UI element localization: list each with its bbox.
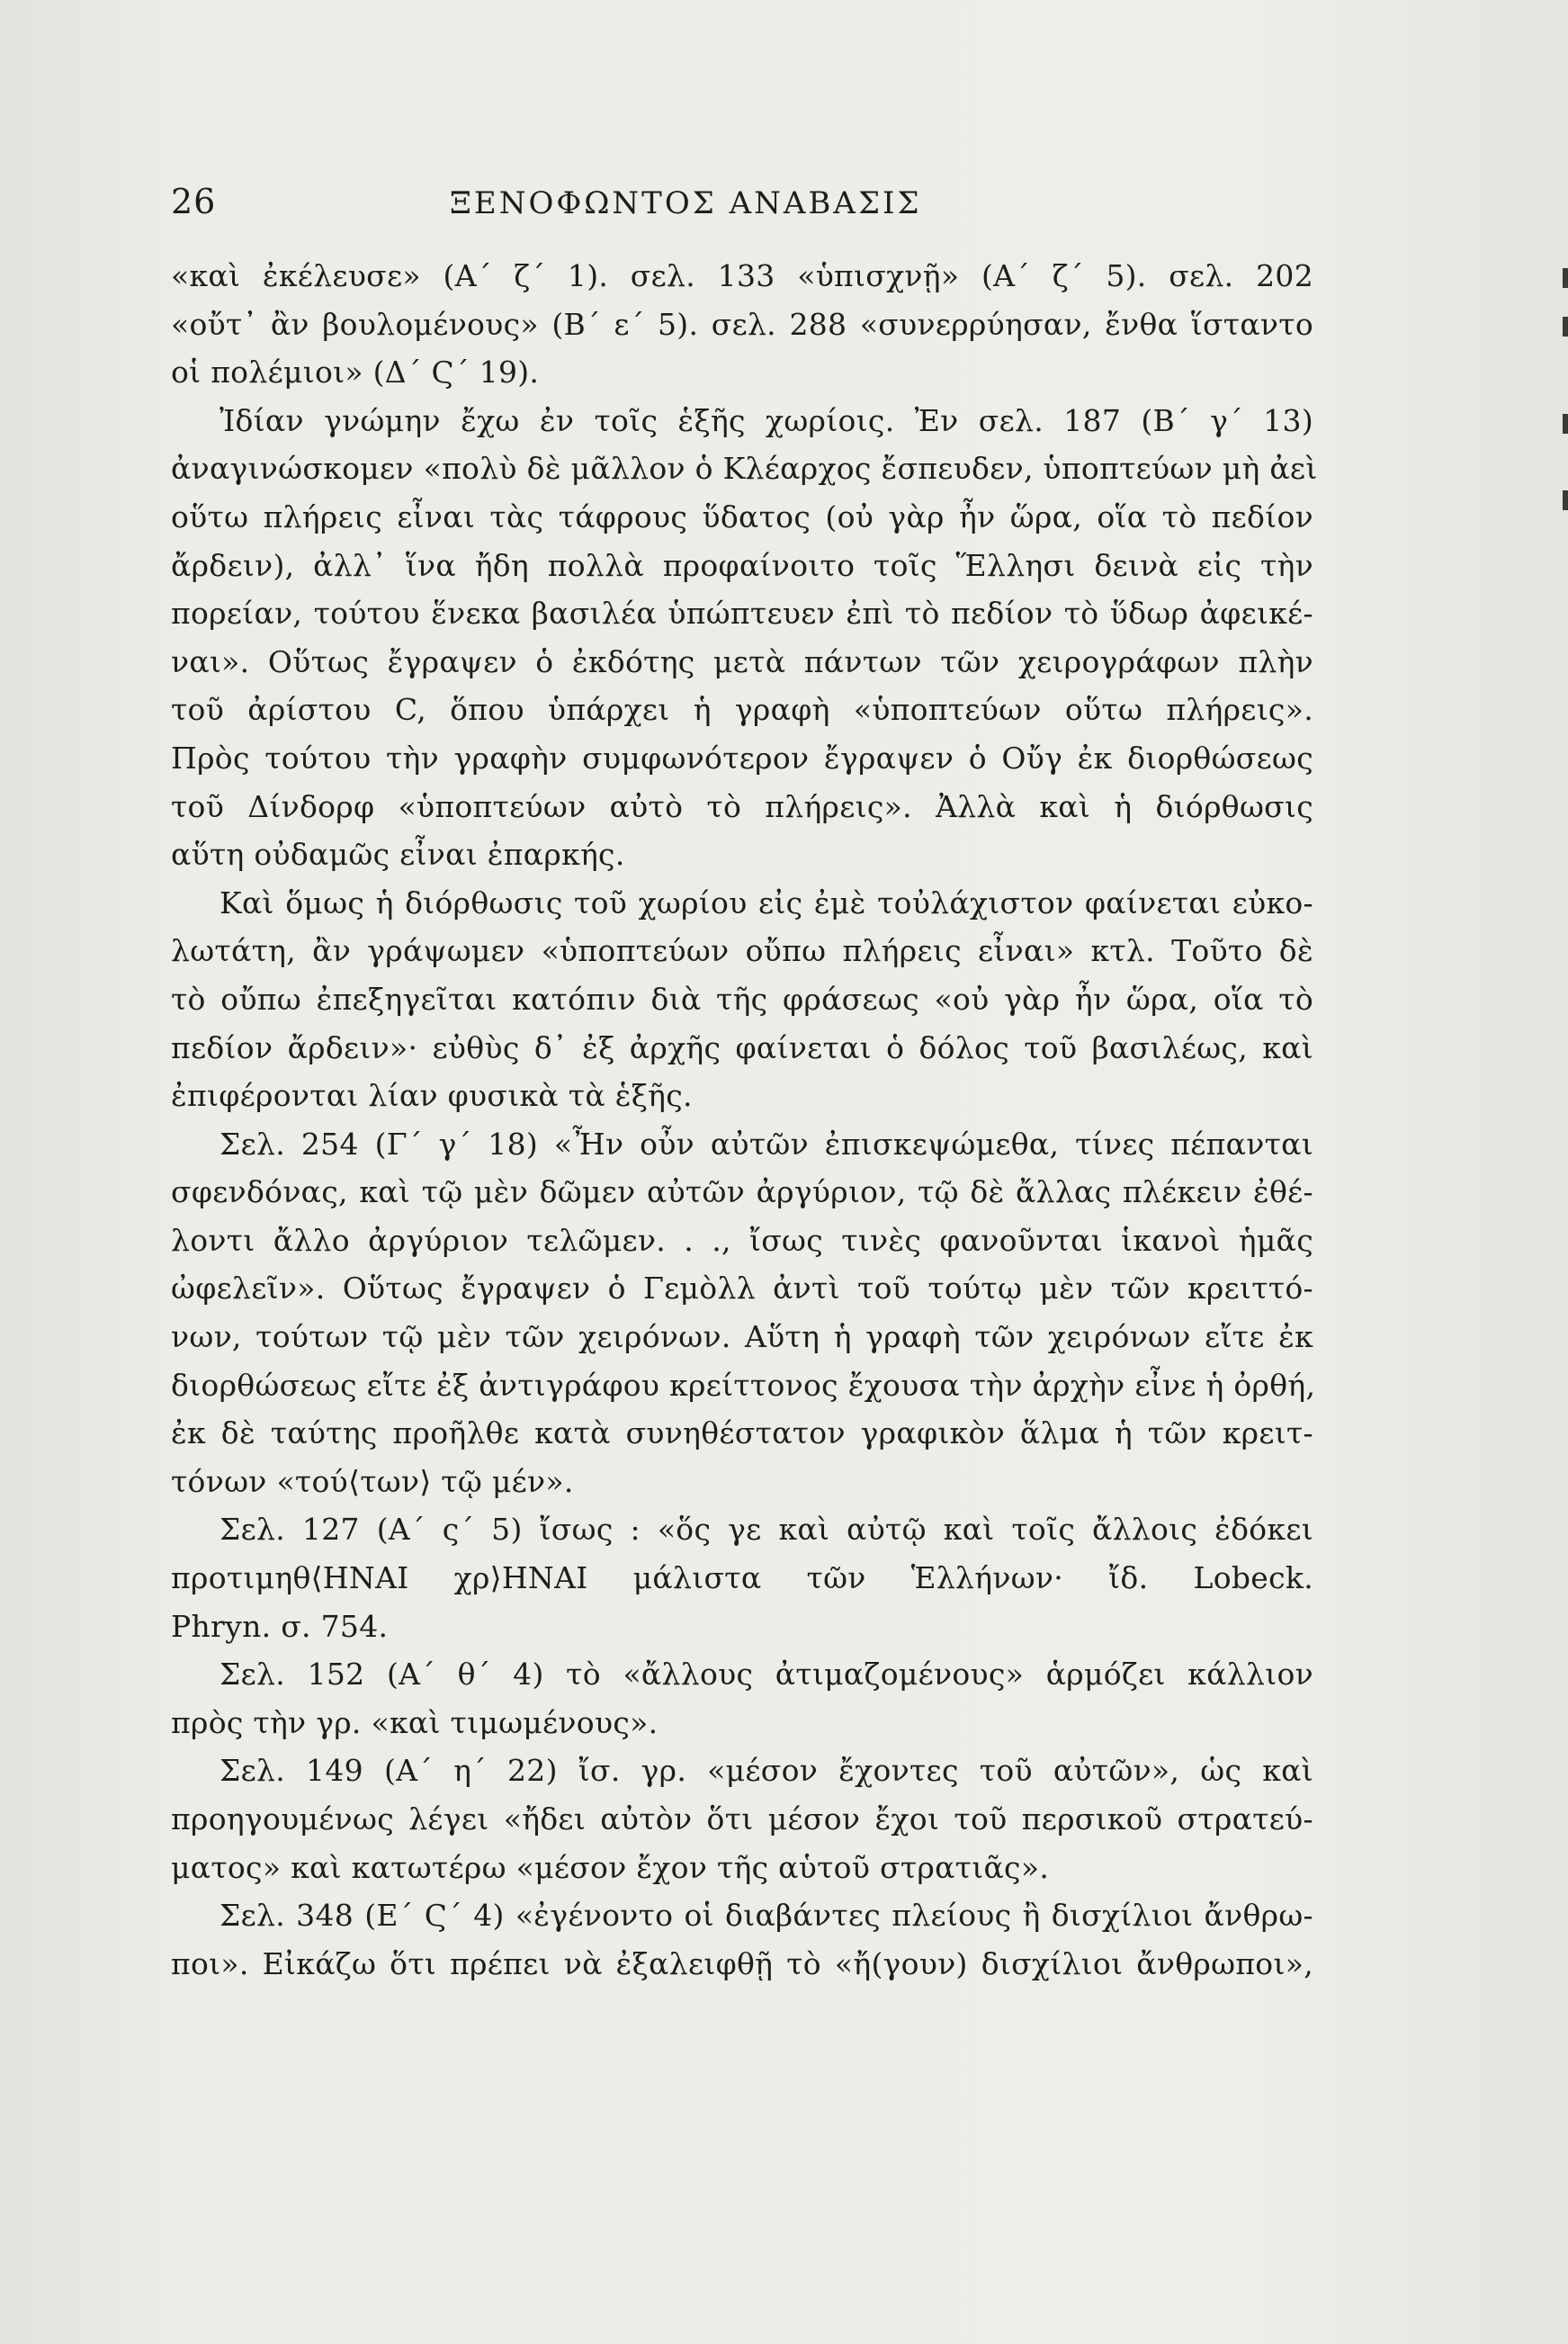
- text-line: προηγουμένως λέγει «ἤδει αὐτὸν ὅτι μέσον ἔχοι τοῦ περσικοῦ στρατεύ-: [171, 1801, 1313, 1837]
- body-text: [171, 252, 1318, 1988]
- text-line: ἐκ δὲ ταύτης προῆλθε κατὰ συνηθέστατον γραφικὸν ἅλμα ἡ τῶν κρειτ-: [171, 1415, 1313, 1451]
- text-line: λωτάτη, ἂν γράψωμεν «ὑποπτεύων οὔπω πλήρεις εἶναι» κτλ. Τοῦτο δὲ: [171, 933, 1313, 969]
- text-line: τοῦ ἀρίστου C, ὅπου ὑπάρχει ἡ γραφὴ «ὑποπτεύων οὕτω πλήρεις».: [171, 692, 1313, 728]
- page-header: [171, 182, 1322, 236]
- text-line: τὸ οὔπω ἐπεξηγεῖται κατόπιν διὰ τῆς φράσεως «οὐ γὰρ ἦν ὥρα, οἵα τὸ: [171, 981, 1313, 1017]
- text-line: Phryn. σ. 754.: [171, 1608, 389, 1644]
- text-line: ἄρδειν), ἀλλ᾽ ἵνα ἤδη πολλὰ προφαίνοιτο τοῖς Ἕλλησι δεινὰ εἰς τὴν: [171, 547, 1313, 583]
- text-line: Ἰδίαν γνώμην ἔχω ἐν τοῖς ἑξῆς χωρίοις. Ἐν σελ. 187 (Β΄ γ΄ 13): [220, 402, 1313, 438]
- text-line: νων, τούτων τῷ μὲν τῶν χειρόνων. Αὕτη ἡ γραφὴ τῶν χειρόνων εἴτε ἐκ: [171, 1319, 1313, 1355]
- margin-mark: [1563, 317, 1568, 337]
- text-line: πορείαν, τούτου ἕνεκα βασιλέα ὑπώπτευεν ἐπὶ τὸ πεδίον τὸ ὕδωρ ἀφεικέ-: [171, 596, 1313, 632]
- text-line: οἱ πολέμιοι» (Δ΄ Ϛ΄ 19).: [171, 355, 540, 391]
- text-line: Καὶ ὅμως ἡ διόρθωσις τοῦ χωρίου εἰς ἐμὲ τοὐλάχιστον φαίνεται εὐκο-: [220, 885, 1313, 921]
- text-line: πρὸς τὴν γρ. «καὶ τιμωμένους».: [171, 1704, 659, 1740]
- text-line: ματος» καὶ κατωτέρω «μέσον ἔχον τῆς αὑτοῦ στρατιᾶς».: [171, 1849, 1050, 1885]
- text-line: σφενδόνας, καὶ τῷ μὲν δῶμεν αὐτῶν ἀργύριον, τῷ δὲ ἄλλας πλέκειν ἐθέ-: [171, 1174, 1313, 1210]
- text-line: οὕτω πλήρεις εἶναι τὰς τάφρους ὕδατος (οὐ γὰρ ἦν ὥρα, οἵα τὸ πεδίον: [171, 498, 1313, 534]
- text-line: Σελ. 254 (Γ΄ γ΄ 18) «Ἦν οὖν αὐτῶν ἐπισκεψώμεθα, τίνες πέπανται: [220, 1126, 1313, 1162]
- text-line: ποι». Εἰκάζω ὅτι πρέπει νὰ ἐξαλειφθῇ τὸ «ἤ(γουν) δισχίλιοι ἄνθρωποι»,: [171, 1945, 1313, 1981]
- page-number: 26: [171, 182, 217, 221]
- text-line: ἀναγινώσκομεν «πολὺ δὲ μᾶλλον ὁ Κλέαρχος ἔσπευδεν, ὑποπτεύων μὴ ἀεὶ: [171, 451, 1318, 487]
- text-line: Σελ. 149 (Α΄ η΄ 22) ἴσ. γρ. «μέσον ἔχοντες τοῦ αὐτῶν», ὡς καὶ: [220, 1753, 1313, 1789]
- running-title: ΞΕΝΟΦΩΝΤΟΣ ΑΝΑΒΑΣΙΣ: [450, 185, 922, 221]
- text-line: Σελ. 127 (Α΄ ς΄ 5) ἴσως : «ὅς γε καὶ αὐτῷ καὶ τοῖς ἄλλοις ἐδόκει: [220, 1512, 1313, 1548]
- text-line: τοῦ Δίνδορφ «ὑποπτεύων αὐτὸ τὸ πλήρεις». Ἀλλὰ καὶ ἡ διόρθωσις: [171, 788, 1313, 824]
- right-margin-marks: [1557, 0, 1568, 2344]
- text-line: τόνων «τού⟨των⟩ τῷ μέν».: [171, 1463, 574, 1499]
- text-line: ναι». Οὕτως ἔγραψεν ὁ ἐκδότης μετὰ πάντων τῶν χειρογράφων πλὴν: [171, 643, 1313, 679]
- margin-mark: [1563, 490, 1568, 510]
- text-line: αὕτη οὐδαμῶς εἶναι ἐπαρκής.: [171, 837, 625, 873]
- text-line: Σελ. 152 (Α΄ θ΄ 4) τὸ «ἄλλους ἀτιμαζομένους» ἁρμόζει κάλλιον: [220, 1657, 1313, 1693]
- margin-mark: [1563, 414, 1568, 434]
- margin-mark: [1563, 268, 1568, 288]
- text-line: «καὶ ἐκέλευσε» (Α΄ ζ΄ 1). σελ. 133 «ὑπισχνῇ» (Α΄ ζ΄ 5). σελ. 202: [171, 258, 1313, 293]
- text-line: πεδίον ἄρδειν»· εὐθὺς δ᾽ ἐξ ἀρχῆς φαίνεται ὁ δόλος τοῦ βασιλέως, καὶ: [171, 1029, 1313, 1065]
- text-line: Πρὸς τούτου τὴν γραφὴν συμφωνότερον ἔγραψεν ὁ Οὔγ ἐκ διορθώσεως: [171, 740, 1313, 776]
- text-line: διορθώσεως εἴτε ἐξ ἀντιγράφου κρείττονος ἔχουσα τὴν ἀρχὴν εἶνε ἡ ὀρθή,: [171, 1367, 1316, 1403]
- text-line: Σελ. 348 (Ε΄ Ϛ΄ 4) «ἐγένοντο οἱ διαβάντες πλείους ἢ δισχίλιοι ἄνθρω-: [220, 1898, 1313, 1934]
- text-line: ἐπιφέρονται λίαν φυσικὰ τὰ ἑξῆς.: [171, 1078, 693, 1114]
- text-line: «οὔτ᾽ ἂν βουλομένους» (Β΄ ε΄ 5). σελ. 288 «συνερρύησαν, ἔνθα ἵσταντο: [171, 306, 1313, 342]
- text-line: ὠφελεῖν». Οὕτως ἔγραψεν ὁ Γεμὸλλ ἀντὶ τοῦ τούτῳ μὲν τῶν κρειττό-: [171, 1271, 1313, 1307]
- text-line: λοντι ἄλλο ἀργύριον τελῶμεν. . ., ἴσως τινὲς φανοῦνται ἱκανοὶ ἡμᾶς: [171, 1222, 1313, 1258]
- text-line: προτιμηθ⟨ΗΝΑΙ χρ⟩ΗΝΑΙ μάλιστα τῶν Ἑλλήνων· ἴδ. Lobeck.: [171, 1560, 1313, 1596]
